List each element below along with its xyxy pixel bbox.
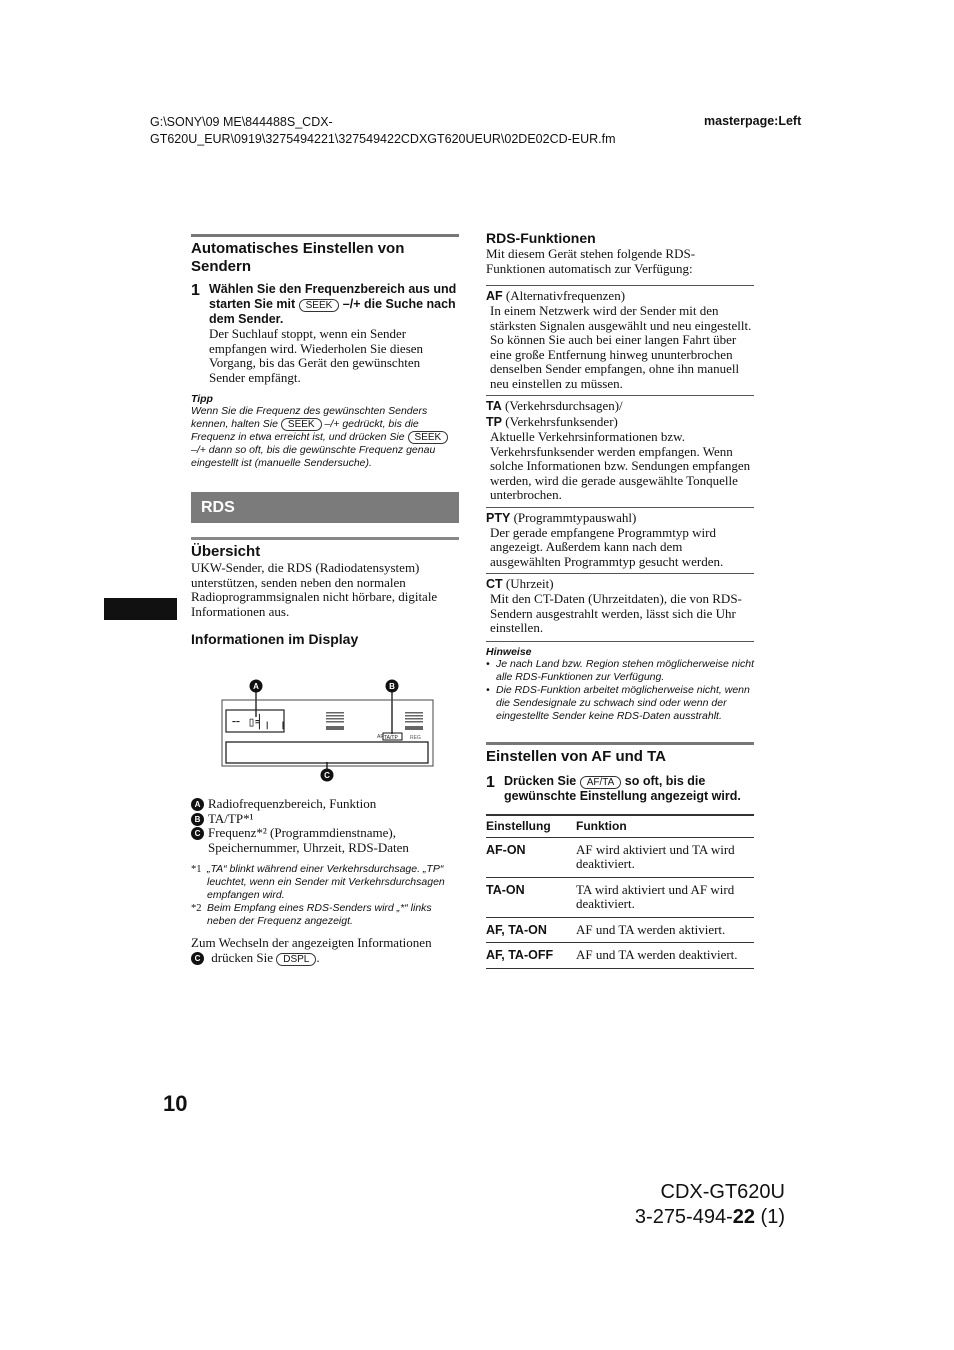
model-code bbox=[600, 1205, 785, 1230]
section-rule bbox=[486, 742, 754, 745]
display-legend bbox=[191, 797, 459, 855]
table-header-row bbox=[486, 815, 754, 838]
rds-functions-title: RDS-Funktionen bbox=[486, 230, 596, 246]
file-path-line2: GT620U_EUR\0919\3275494221\327549422CDXGT620UEUR\02DE02CD-EUR.fm bbox=[150, 132, 616, 146]
af-ta-settings-table bbox=[486, 814, 754, 969]
section-rule bbox=[191, 234, 459, 237]
af-indicator: AF bbox=[377, 734, 384, 740]
function-name: (Uhrzeit) bbox=[502, 576, 554, 591]
function-af bbox=[486, 285, 754, 395]
step-body: Der Suchlauf stoppt, wenn ein Sender empfangen wird. Wiederholen Sie diesen Vorgang, bis das Gerät den gewünschten Sender empfängt. bbox=[209, 326, 424, 385]
section-tab-marker bbox=[104, 598, 177, 620]
notes-title: Hinweise bbox=[486, 645, 532, 658]
file-path-line1: G:\SONY\09 ME\844488S_CDX- bbox=[150, 115, 333, 129]
eq-indicator-right bbox=[405, 712, 423, 730]
note-item: • Die RDS-Funktion arbeitet möglicherweise nicht, wenn die Sendesignale zu schwach sind oder wenn der eingestellte Sender keine RDS-Daten ausstrahlt. bbox=[486, 684, 754, 723]
tip-text-a: Wenn Sie die Frequenz des gewünschten Senders kennen, halten Sie bbox=[191, 405, 428, 430]
band-segment-glyphs: ╌ ▯╡╷ ╷ bbox=[232, 715, 287, 730]
column-header-setting: Einstellung bbox=[486, 815, 576, 838]
overview-title: Übersicht bbox=[191, 543, 261, 560]
masterpage-label: masterpage:Left bbox=[704, 114, 802, 128]
rds-function-list bbox=[486, 285, 754, 640]
legend-marker: A bbox=[191, 798, 204, 811]
callout-b-label: B bbox=[389, 682, 395, 691]
function-body: Mit den CT-Daten (Uhrzeitdaten), die von RDS-Sendern ausgestrahlt werden, lässt sich die Uhr einstellen. bbox=[490, 591, 742, 635]
step-text-b: so oft, bis die gewünschte Einstellung angezeigt wird. bbox=[504, 773, 741, 803]
function-cell: TA wird aktiviert und AF wird deaktiviert. bbox=[576, 877, 754, 917]
table-row bbox=[486, 917, 754, 943]
setting-cell: AF, TA-ON bbox=[486, 917, 576, 943]
af-ta-step-1 bbox=[486, 774, 754, 804]
step-text-b: –/+ die Suche nach dem Sender. bbox=[209, 297, 456, 326]
overview-body: UKW-Sender, die RDS (Radiodatensystem) unterstützen, senden neben den normalen Radioprogrammsignalen nicht hörbare, digitale Informationen aus. bbox=[191, 560, 438, 619]
legend-item-a bbox=[191, 797, 459, 812]
step-number: 1 bbox=[191, 282, 200, 299]
code-suffix: (1) bbox=[755, 1206, 785, 1228]
footnote-1 bbox=[191, 863, 459, 902]
switch-info-text bbox=[191, 936, 459, 966]
step-1 bbox=[191, 282, 459, 385]
rds-functions-intro: Mit diesem Gerät stehen folgende RDS-Funktionen automatisch zur Verfügung: bbox=[486, 246, 696, 276]
function-ta-tp bbox=[486, 395, 754, 507]
legend-text: Frequenz*² (Programmdienstname), Speichernummer, Uhrzeit, RDS-Daten bbox=[208, 825, 409, 855]
page-number: 10 bbox=[163, 1091, 188, 1116]
tip-title: Tipp bbox=[191, 393, 213, 405]
footnote-mark: *2 bbox=[191, 903, 202, 914]
table-row bbox=[486, 877, 754, 917]
function-cell: AF und TA werden aktiviert. bbox=[576, 917, 754, 943]
step-text-a: Wählen Sie den Frequenzbereich aus und starten Sie mit bbox=[209, 282, 457, 311]
function-code: PTY bbox=[486, 510, 511, 525]
af-ta-key: AF/TA bbox=[580, 776, 622, 789]
note-text: Die RDS-Funktion arbeitet möglicherweise nicht, wenn die Sendesignale zu schwach sind oder wenn der eingestellte Sender keine RDS-Daten ausstrahlt. bbox=[496, 683, 750, 722]
callout-c-label: C bbox=[324, 771, 330, 780]
legend-text: TA/TP*¹ bbox=[208, 810, 254, 826]
legend-marker: B bbox=[191, 813, 204, 826]
note-text: Je nach Land bzw. Region stehen möglicherweise nicht alle RDS-Funktionen zur Verfügung. bbox=[496, 657, 754, 683]
tip-text bbox=[191, 405, 459, 470]
right-column bbox=[486, 230, 754, 969]
legend-marker: C bbox=[191, 827, 204, 840]
switch-text-b: drücken Sie bbox=[208, 949, 277, 965]
step-instruction bbox=[209, 282, 459, 327]
function-ct bbox=[486, 573, 754, 640]
switch-text-c: . bbox=[316, 949, 320, 965]
tip-text-c: –/+ dann so oft, bis die gewünschte Frequenz genau eingestellt ist (manuelle Sendersuche). bbox=[191, 444, 436, 469]
reg-indicator: REG bbox=[410, 735, 421, 741]
af-ta-section-title: Einstellen von AF und TA bbox=[486, 747, 666, 765]
function-code: TP bbox=[486, 415, 502, 429]
rds-section-bar: RDS bbox=[191, 492, 459, 523]
setting-cell: TA-ON bbox=[486, 877, 576, 917]
tatp-indicator: TA/TP bbox=[384, 735, 398, 741]
section-title-auto-tuning: Automatisches Einstellen von Sendern bbox=[191, 240, 405, 275]
notes-block bbox=[486, 641, 754, 723]
model-name: CDX-GT620U bbox=[660, 1181, 785, 1203]
dspl-key: DSPL bbox=[276, 953, 316, 966]
function-body: In einem Netzwerk wird der Sender mit den stärksten Signalen ausgewählt und neu eingestellt. So können Sie auch bei einer langen Fahrt über eine große Entfernung hinweg ununterbrochen denselben Sender empfangen, ohne ihn manuell neu einstellen zu müssen. bbox=[490, 303, 752, 391]
function-name: (Programmtypauswahl) bbox=[510, 509, 637, 525]
seek-key: SEEK bbox=[408, 431, 449, 444]
function-code: CT bbox=[486, 577, 503, 591]
function-cell: AF wird aktiviert und TA wird deaktiviert. bbox=[576, 837, 754, 877]
function-name: (Verkehrsfunksender) bbox=[501, 414, 618, 429]
function-body: Aktuelle Verkehrsinformationen bzw. Verkehrsfunksender werden empfangen. Wenn solche Informationen bzw. Sendungen empfangen werden, wird die gerade ausgewählte Tonquelle unterbrochen. bbox=[490, 429, 751, 502]
callout-a-label: A bbox=[253, 682, 259, 691]
step-text-a: Drücken Sie bbox=[504, 773, 580, 788]
display-diagram-svg bbox=[191, 654, 459, 769]
model-info bbox=[600, 1180, 785, 1230]
seek-key: SEEK bbox=[281, 418, 322, 431]
section-rule bbox=[191, 537, 459, 540]
function-code: TA bbox=[486, 399, 502, 413]
legend-item-b bbox=[191, 812, 459, 827]
step-number: 1 bbox=[486, 773, 495, 791]
code-bold: 22 bbox=[732, 1206, 755, 1228]
table-row bbox=[486, 837, 754, 877]
tip-text-b: –/+ gedrückt, bis die Frequenz in etwa erreicht ist, und drücken Sie bbox=[191, 418, 419, 443]
display-illustration bbox=[191, 654, 459, 784]
legend-text: Radiofrequenzbereich, Funktion bbox=[208, 796, 377, 811]
footnotes bbox=[191, 863, 459, 928]
step-instruction bbox=[504, 774, 754, 804]
note-item: • Je nach Land bzw. Region stehen möglicherweise nicht alle RDS-Funktionen zur Verfügung. bbox=[486, 657, 754, 683]
display-info-title: Informationen im Display bbox=[191, 631, 359, 647]
footnote-mark: *1 bbox=[191, 864, 202, 875]
function-cell: AF und TA werden deaktiviert. bbox=[576, 943, 754, 969]
function-code: AF bbox=[486, 289, 503, 303]
column-header-function: Funktion bbox=[576, 815, 754, 838]
file-path-header bbox=[150, 114, 670, 148]
function-body: Der gerade empfangene Programmtyp wird angezeigt. Außerdem kann nach dem ausgewählten Programmtyp gesucht werden. bbox=[490, 524, 724, 569]
left-column bbox=[191, 234, 459, 966]
function-name: (Alternativfrequenzen) bbox=[502, 288, 626, 303]
footnote-text: Beim Empfang eines RDS-Senders wird „*“ links neben der Frequenz angezeigt. bbox=[207, 902, 432, 927]
function-name: (Verkehrsdurchsagen)/ bbox=[501, 398, 623, 413]
text-display-area bbox=[226, 742, 428, 763]
legend-marker: C bbox=[191, 952, 204, 965]
seek-key: SEEK bbox=[299, 299, 340, 312]
switch-text-a: Zum Wechseln der angezeigten Informationen bbox=[191, 935, 432, 950]
legend-item-c bbox=[191, 826, 459, 855]
eq-indicator-left bbox=[326, 712, 344, 730]
setting-cell: AF-ON bbox=[486, 837, 576, 877]
code-prefix: 3-275-494- bbox=[634, 1206, 733, 1228]
function-pty bbox=[486, 507, 754, 574]
setting-cell: AF, TA-OFF bbox=[486, 943, 576, 969]
tip-block bbox=[191, 393, 459, 470]
table-row bbox=[486, 943, 754, 969]
footnote-2 bbox=[191, 902, 459, 928]
footnote-text: „TA“ blinkt während einer Verkehrsdurchsage. „TP“ leuchtet, wenn ein Sender mit Verkehrsdurchsagen empfangen wird. bbox=[207, 863, 445, 901]
